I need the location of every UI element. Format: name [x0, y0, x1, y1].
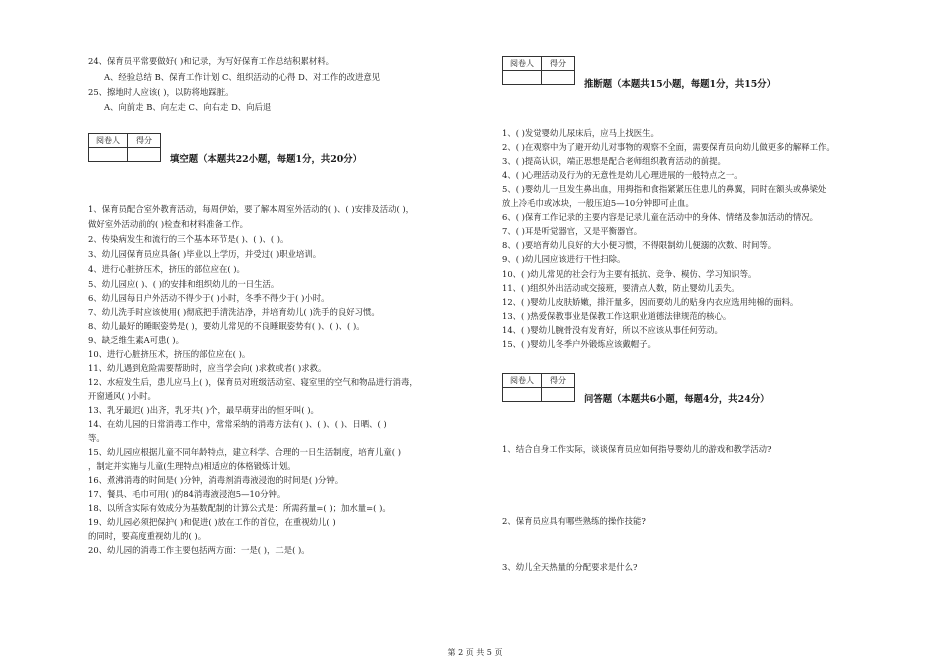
judge-line: 4、( )心理活动及行为的无意性是幼儿心理进展的一般特点之一。 [502, 170, 743, 180]
score-cell [542, 71, 575, 85]
fill-line: 14、在幼儿园的日常消毒工作中，常常采纳的消毒方法有( )、( )、( )、日晒、( ) [88, 419, 387, 429]
fill-line: 18、以所含实际有效成分为基数配制的计算公式是：所需药量=( )；加水量=( )。 [88, 503, 391, 513]
qa-question-1: 1、结合自身工作实际，谈谈保育员应如何指导婴幼儿的游戏和教学活动? [502, 444, 772, 454]
reviewer-label: 阅卷人 [503, 374, 542, 388]
judge-line: 12、( )婴幼儿皮肤娇嫩，排汗量多，因而要幼儿的贴身内衣应选用纯棉的面料。 [502, 297, 799, 307]
reviewer-label: 阅卷人 [89, 134, 128, 148]
judge-line: 9、( )幼儿园应该进行干性扫除。 [502, 254, 626, 264]
judge-section-title: 推断题（本题共15小题，每题1分，共15分） [584, 79, 776, 90]
score-box [88, 133, 161, 162]
judge-line: 8、( )要培育幼儿良好的大小便习惯，不得限制幼儿便溺的次数、时间等。 [502, 240, 777, 250]
judge-line: 7、( )耳是听觉器官，又是平衡器官。 [502, 226, 643, 236]
judge-line: 3、( )提高认识，端正思想是配合老师组织教育活动的前提。 [502, 156, 726, 166]
question-25: 25、擦地时人应该( )，以防将地踩脏。 [88, 87, 234, 97]
reviewer-label: 阅卷人 [503, 57, 542, 71]
question-24-options: A、经验总结 B、保育工作计划 C、组织活动的心得 D、对工作的改进意见 [104, 72, 381, 82]
score-label: 得分 [542, 374, 575, 388]
fill-line: 做好室外活动前的( )检查和材料准备工作。 [88, 219, 248, 229]
judge-line: 10、( )幼儿常见的社会行为主要有抵抗、竞争、模仿、学习知识等。 [502, 269, 757, 279]
judge-line: 1、( )发觉婴幼儿尿床后，应马上找医生。 [502, 128, 659, 138]
fill-line: 的同时，要高度重视幼儿的( )。 [88, 531, 207, 541]
fill-line: 12、水痘发生后，患儿应马上( )，保育员对班级活动室、寝室里的空气和物品进行消毒， [88, 377, 418, 387]
fill-line: 15、幼儿园应根据儿童不同年龄特点，建立科学、合理的一日生活制度，培育儿童( ) [88, 447, 401, 457]
fill-line: 13、乳牙最迟( )出齐，乳牙共( )个，最早萌芽出的恒牙叫( )。 [88, 405, 319, 415]
fill-line: 5、幼儿园应( )、( )的安排和组织幼儿的一日生活。 [88, 279, 280, 289]
question-25-options: A、向前走 B、向左走 C、向右走 D、向后退 [104, 102, 272, 112]
judge-line: 放上冷毛巾或冰块，一般压迫5—10分钟即可止血。 [502, 198, 694, 208]
fill-line: 1、保育员配合室外教育活动，每周伊始，要了解本周室外活动的( )、( )安排及活动( )， [88, 204, 415, 214]
judge-line: 14、( )婴幼儿腕骨没有发育好，所以不应该从事任何劳动。 [502, 325, 723, 335]
fill-line: 9、缺乏维生素A可患( )。 [88, 335, 184, 345]
judge-line: 13、( )热爱保教事业是保教工作这职业道德法律规范的核心。 [502, 311, 732, 321]
fill-line: 开窗通风( )小时。 [88, 391, 156, 401]
page-footer: 第 2 页 共 5 页 [447, 648, 503, 657]
judge-line: 2、( )在观察中为了避开幼儿对事物的观察不全面，需要保育员向幼儿做更多的解释工作。 [502, 142, 835, 152]
fill-line: 16、煮沸消毒的时间是( )分钟，消毒剂消毒液浸泡的时间是( )分钟。 [88, 475, 344, 485]
score-cell [542, 388, 575, 402]
reviewer-cell [503, 71, 542, 85]
question-24: 24、保育员平常要做好( )和记录，为写好保育工作总结积累材料。 [88, 56, 334, 66]
reviewer-cell [503, 388, 542, 402]
fill-line: 10、进行心脏挤压术，挤压的部位应在( )。 [88, 349, 251, 359]
score-label: 得分 [128, 134, 161, 148]
fill-line: ，制定并实施与儿童(生理特点)相适应的体格锻炼计划。 [88, 461, 296, 471]
fill-line: 7、幼儿洗手时应该使用( )彻底把手清洗洁净，并培育幼儿( )洗手的良好习惯。 [88, 307, 380, 317]
fill-line: 11、幼儿遇到危险需要帮助时，应当学会向( )求救或者( )求救。 [88, 363, 327, 373]
fill-section-title: 填空题（本题共22小题，每题1分，共20分） [170, 154, 362, 165]
judge-line: 6、( )保育工作记录的主要内容是记录儿童在活动中的身体、情绪及参加活动的情况。 [502, 212, 819, 222]
qa-question-3: 3、幼儿全天热量的分配要求是什么? [502, 562, 638, 572]
judge-line: 5、( )婴幼儿一旦发生鼻出血，用拇指和食指紧紧压住患儿的鼻翼，同时在额头或鼻梁处 [502, 184, 827, 194]
fill-line: 2、传染病发生和流行的三个基本环节是( )、( )、( )。 [88, 234, 289, 244]
fill-line: 等。 [88, 433, 105, 443]
fill-line: 19、幼儿园必须把保护( )和促进( )放在工作的首位，在重视幼儿( ) [88, 517, 336, 527]
qa-section-title: 问答题（本题共6小题，每题4分，共24分） [584, 394, 770, 405]
judge-line: 15、( )婴幼儿冬季户外锻炼应该戴帽子。 [502, 339, 656, 349]
fill-line: 4、进行心脏挤压术，挤压的部位应在( )。 [88, 264, 245, 274]
fill-line: 6、幼儿园每日户外活动不得少于( )小时，冬季不得少于( )小时。 [88, 293, 330, 303]
judge-line: 11、( )组织外出活动或交接班，要清点人数，防止婴幼儿丢失。 [502, 283, 740, 293]
qa-question-2: 2、保育员应具有哪些熟练的操作技能? [502, 516, 646, 526]
score-label: 得分 [542, 57, 575, 71]
fill-line: 20、幼儿园的消毒工作主要包括两方面：一是( )，二是( )。 [88, 545, 310, 555]
fill-line: 17、餐具、毛巾可用( )的84消毒液浸泡5—10分钟。 [88, 489, 286, 499]
score-box [502, 373, 575, 402]
fill-line: 3、幼儿园保育员应具备( )毕业以上学历，并受过( )职业培训。 [88, 249, 322, 259]
reviewer-cell [89, 148, 128, 162]
score-cell [128, 148, 161, 162]
score-box [502, 56, 575, 85]
fill-line: 8、幼儿最好的睡眠姿势是( )，要幼儿常见的不良睡眠姿势有( )、( )、( )。 [88, 321, 365, 331]
